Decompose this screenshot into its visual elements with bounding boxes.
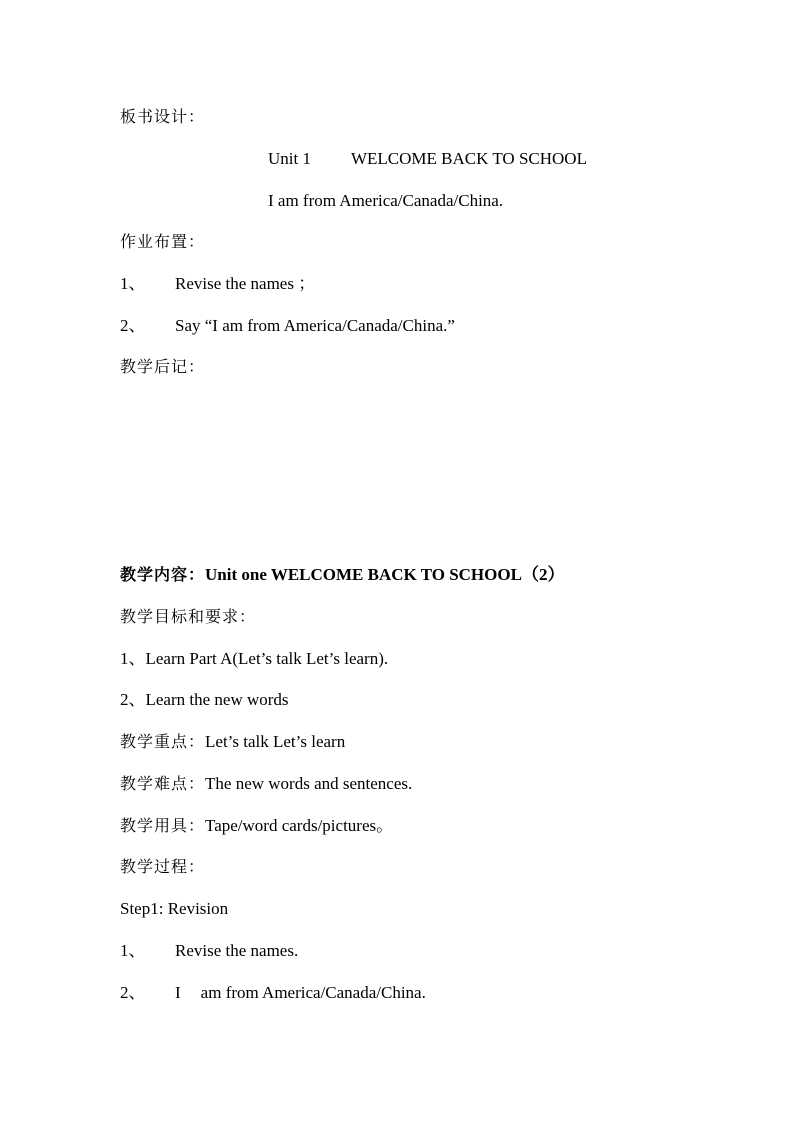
lesson-content-label: 教学内容： [120,565,206,584]
process-heading: 教学过程： [120,857,206,876]
tools-label: 教学用具： [120,816,206,835]
unit-name: WELCOME BACK TO SCHOOL [350,149,587,168]
homework-item-text: Say “I am from America/Canada/China.” [175,316,455,335]
board-design-heading: 板书设计： [120,107,206,126]
step1-heading: Step1: Revision [120,899,229,918]
homework-item [120,315,455,337]
key-points-label: 教学重点： [120,732,206,751]
tools-text: Tape/word cards/pictures。 [205,816,394,835]
unit-number: Unit 1 [268,149,311,168]
reflection-heading: 教学后记： [120,357,206,376]
board-sentence: I am from America/Canada/China. [268,191,504,210]
step-item-pre: I [175,983,181,1002]
step-item [120,940,298,962]
key-points-text: Let’s talk Let’s learn [205,732,346,751]
lesson-content-heading [120,564,564,586]
goal-item: 1、Learn Part A(Let’s talk Let’s learn). [120,649,389,668]
goal-item: 2、Learn the new words [120,690,289,709]
homework-item-number: 1、 [120,274,146,293]
unit-title [268,148,587,170]
step-item [120,982,426,1004]
homework-item [120,273,315,295]
step-item-text: Revise the names. [175,941,299,960]
homework-heading: 作业布置： [120,232,206,251]
step-item-number: 1、 [120,941,146,960]
difficulties-label: 教学难点： [120,774,206,793]
step-item-number: 2、 [120,983,146,1002]
step-item-text: am from America/Canada/China. [200,983,426,1002]
lesson-content-title: Unit one WELCOME BACK TO SCHOOL（2） [205,565,565,584]
key-points-line [120,731,345,753]
goals-heading: 教学目标和要求： [120,607,257,626]
difficulties-text: The new words and sentences. [205,774,413,793]
difficulties-line [120,773,412,795]
homework-item-number: 2、 [120,316,146,335]
tools-line [120,815,393,837]
homework-item-text: Revise the names ； [175,274,316,293]
